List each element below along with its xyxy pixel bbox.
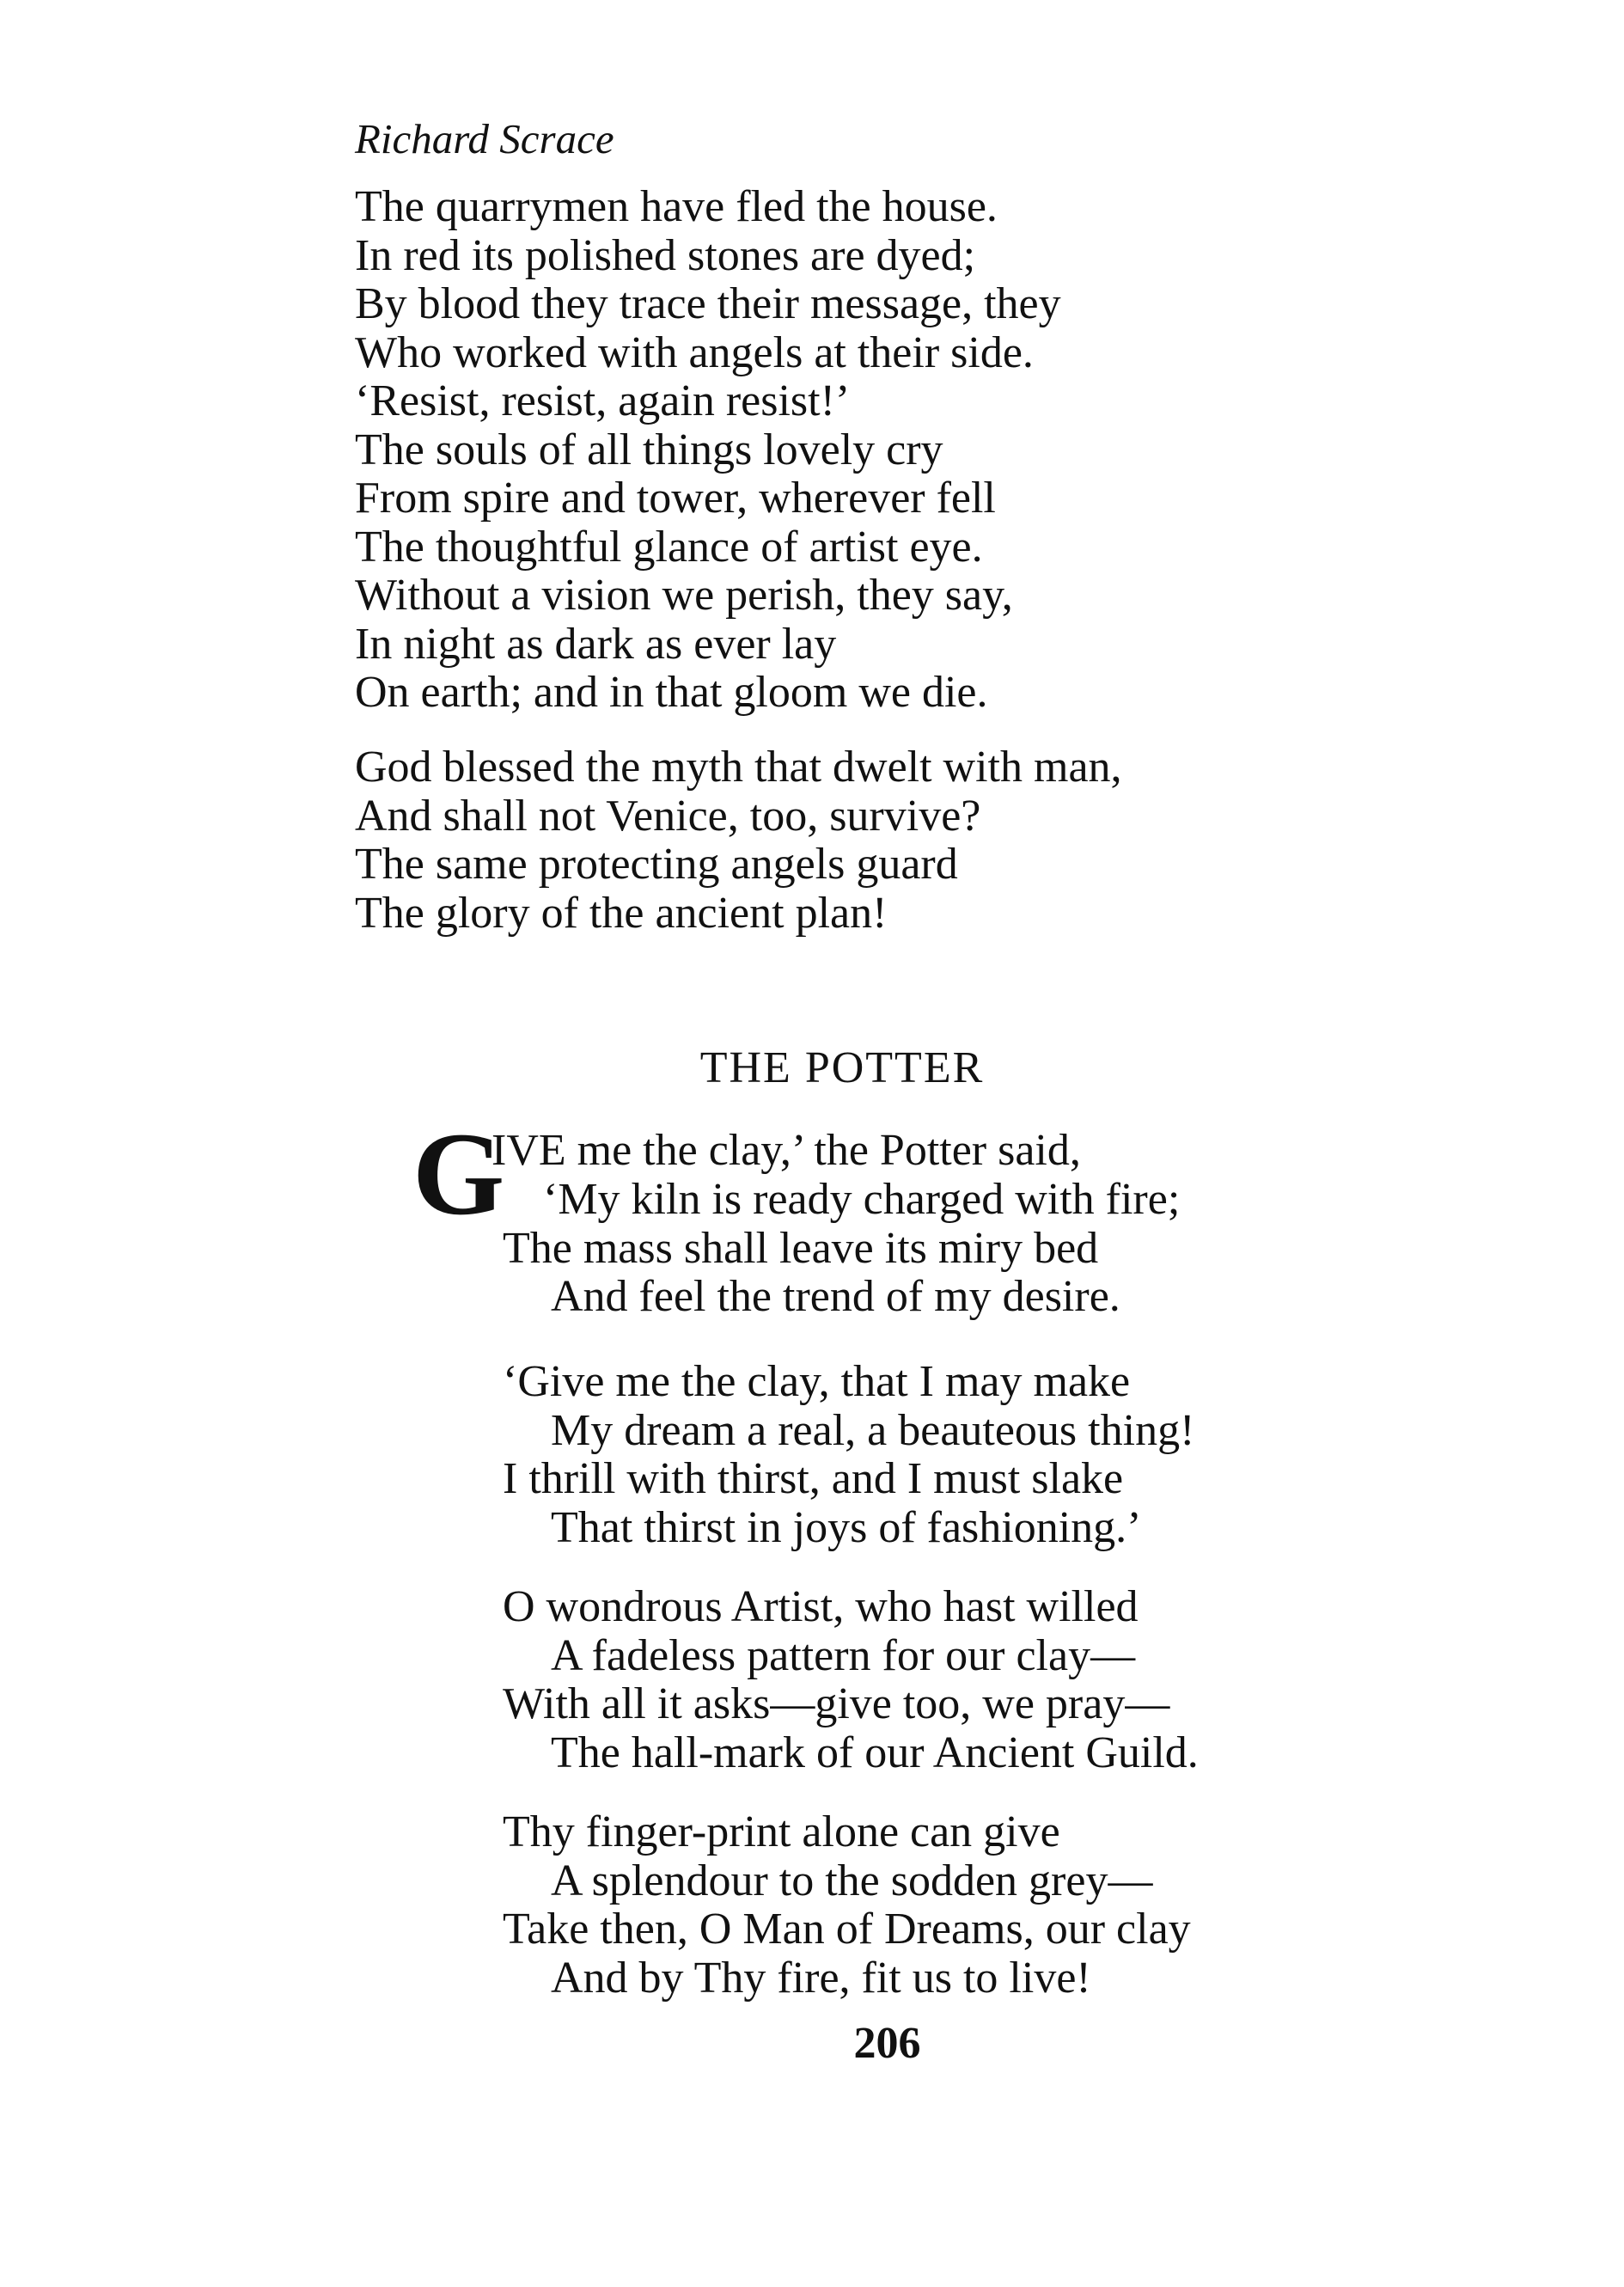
- drop-cap: G: [412, 1108, 505, 1239]
- poem-line: The thoughtful glance of artist eye.: [355, 522, 983, 572]
- poem-line: The quarrymen have fled the house.: [355, 182, 998, 231]
- poem-line: Thy finger-print alone can give: [503, 1807, 1060, 1856]
- stanza: [355, 743, 1122, 938]
- page-number: 206: [853, 2019, 921, 2068]
- poem-line: That thirst in joys of fashioning.’: [551, 1502, 1142, 1552]
- poem-line: A fadeless pattern for our clay—: [551, 1630, 1136, 1680]
- stanza: [503, 1583, 1199, 1777]
- poem-line: On earth; and in that gloom we die.: [355, 668, 988, 717]
- poem-line: The hall-mark of our Ancient Guild.: [551, 1727, 1199, 1777]
- poem-line: The glory of the ancient plan!: [355, 888, 888, 938]
- poem-line: In red its polished stones are dyed;: [355, 230, 976, 280]
- stanza: [503, 1176, 1180, 1322]
- poem-line: The mass shall leave its miry bed: [503, 1223, 1099, 1273]
- poem-line: With all it asks—give too, we pray—: [503, 1679, 1170, 1728]
- poem-line: And shall not Venice, too, survive?: [355, 791, 981, 841]
- poem-line: By blood they trace their message, they: [355, 279, 1061, 328]
- stanza: [503, 1808, 1191, 2003]
- poem-line: ‘My kiln is ready charged with fire;: [543, 1175, 1181, 1224]
- poem-line: My dream a real, a beauteous thing!: [551, 1405, 1195, 1455]
- poem-line: In night as dark as ever lay: [355, 619, 837, 669]
- poem-line: Take then, O Man of Dreams, our clay: [503, 1905, 1191, 1954]
- poem-title: THE POTTER: [699, 1043, 985, 1092]
- poem-first-line: IVE me the clay,’ the Potter said,: [491, 1126, 1081, 1175]
- poem-line: And by Thy fire, fit us to live!: [551, 1953, 1091, 2003]
- stanza: [355, 183, 1061, 718]
- poem-line: O wondrous Artist, who hast willed: [503, 1582, 1139, 1631]
- poem-line: ‘Give me the clay, that I may make: [503, 1357, 1131, 1406]
- poem-line: I thrill with thirst, and I must slake: [503, 1454, 1124, 1503]
- poem-line: Without a vision we perish, they say,: [355, 571, 1013, 620]
- poem-line: The souls of all things lovely cry: [355, 425, 943, 474]
- poem-line: ‘Resist, resist, again resist!’: [355, 376, 851, 425]
- poem-line: And feel the trend of my desire.: [551, 1272, 1120, 1321]
- stanza: [503, 1358, 1194, 1552]
- poem-line: A splendour to the sodden grey—: [551, 1856, 1153, 1905]
- poem-line: God blessed the myth that dwelt with man,: [355, 743, 1122, 792]
- poem-line: The same protecting angels guard: [355, 840, 958, 889]
- poem-line: From spire and tower, wherever fell: [355, 474, 996, 523]
- poem-line: Who worked with angels at their side.: [355, 327, 1034, 377]
- author-heading: Richard Scrace: [355, 115, 614, 162]
